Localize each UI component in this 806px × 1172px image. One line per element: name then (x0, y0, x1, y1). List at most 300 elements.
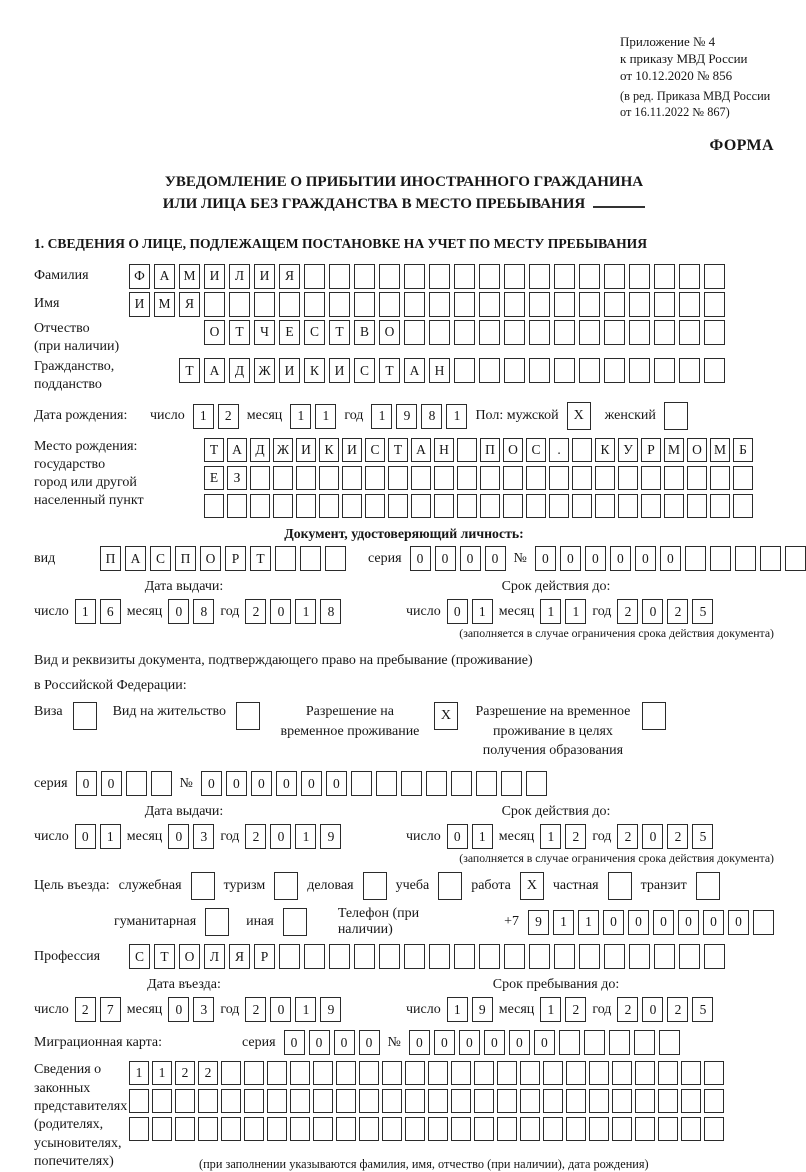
char-cell[interactable]: 0 (535, 546, 556, 571)
char-cell[interactable]: 0 (610, 546, 631, 571)
char-cell[interactable] (629, 320, 650, 345)
char-cell[interactable] (629, 264, 650, 289)
char-cell[interactable] (204, 292, 225, 317)
char-cell[interactable] (227, 494, 247, 518)
char-cell[interactable]: М (179, 264, 200, 289)
char-cell[interactable] (664, 494, 684, 518)
char-cell[interactable] (313, 1117, 333, 1141)
char-cell[interactable] (429, 320, 450, 345)
char-cell[interactable] (267, 1089, 287, 1113)
char-cell[interactable] (579, 292, 600, 317)
char-cell[interactable] (654, 264, 675, 289)
char-cell[interactable] (604, 292, 625, 317)
char-cell[interactable] (329, 264, 350, 289)
char-cell[interactable]: 0 (585, 546, 606, 571)
char-cell[interactable] (681, 1089, 701, 1113)
char-cell[interactable] (520, 1117, 540, 1141)
char-cell[interactable] (480, 494, 500, 518)
char-cell[interactable]: 1 (565, 599, 586, 624)
char-cell[interactable]: 0 (251, 771, 272, 796)
char-cell[interactable] (198, 1089, 218, 1113)
char-cell[interactable]: Д (229, 358, 250, 383)
char-cell[interactable] (679, 320, 700, 345)
char-cell[interactable]: . (549, 438, 569, 462)
char-cell[interactable] (520, 1089, 540, 1113)
purpose-tourism-checkbox[interactable] (274, 872, 298, 900)
purpose-other-checkbox[interactable] (283, 908, 307, 936)
char-cell[interactable]: 8 (421, 404, 442, 429)
char-cell[interactable] (275, 546, 296, 571)
char-cell[interactable] (681, 1117, 701, 1141)
char-cell[interactable] (359, 1117, 379, 1141)
char-cell[interactable]: И (254, 264, 275, 289)
char-cell[interactable] (629, 944, 650, 969)
char-cell[interactable]: 6 (100, 599, 121, 624)
char-cell[interactable]: С (354, 358, 375, 383)
purpose-humanitarian-checkbox[interactable] (205, 908, 229, 936)
char-cell[interactable] (273, 466, 293, 490)
char-cell[interactable]: М (664, 438, 684, 462)
char-cell[interactable]: 0 (653, 910, 674, 935)
char-cell[interactable]: Д (250, 438, 270, 462)
char-cell[interactable]: 1 (540, 599, 561, 624)
char-cell[interactable] (325, 546, 346, 571)
char-cell[interactable]: Т (204, 438, 224, 462)
char-cell[interactable] (474, 1117, 494, 1141)
char-cell[interactable] (351, 771, 372, 796)
char-cell[interactable] (554, 944, 575, 969)
char-cell[interactable] (526, 771, 547, 796)
char-cell[interactable] (404, 944, 425, 969)
char-cell[interactable] (733, 466, 753, 490)
char-cell[interactable] (382, 1089, 402, 1113)
char-cell[interactable] (604, 358, 625, 383)
char-cell[interactable]: 1 (295, 997, 316, 1022)
char-cell[interactable] (388, 466, 408, 490)
char-cell[interactable] (401, 771, 422, 796)
char-cell[interactable] (428, 1061, 448, 1085)
char-cell[interactable]: 8 (320, 599, 341, 624)
char-cell[interactable] (479, 358, 500, 383)
char-cell[interactable]: С (526, 438, 546, 462)
char-cell[interactable] (296, 466, 316, 490)
char-cell[interactable] (405, 1117, 425, 1141)
char-cell[interactable] (659, 1030, 680, 1055)
char-cell[interactable]: 1 (290, 404, 311, 429)
char-cell[interactable]: Т (154, 944, 175, 969)
char-cell[interactable] (296, 494, 316, 518)
char-cell[interactable] (229, 292, 250, 317)
char-cell[interactable] (704, 358, 725, 383)
char-cell[interactable] (554, 320, 575, 345)
char-cell[interactable] (279, 292, 300, 317)
char-cell[interactable]: Н (434, 438, 454, 462)
char-cell[interactable]: 0 (75, 824, 96, 849)
char-cell[interactable] (497, 1089, 517, 1113)
char-cell[interactable] (379, 944, 400, 969)
char-cell[interactable] (382, 1117, 402, 1141)
char-cell[interactable] (687, 466, 707, 490)
char-cell[interactable]: 0 (410, 546, 431, 571)
char-cell[interactable]: 2 (198, 1061, 218, 1085)
char-cell[interactable] (336, 1061, 356, 1085)
char-cell[interactable]: 1 (295, 599, 316, 624)
char-cell[interactable] (434, 494, 454, 518)
char-cell[interactable]: 0 (284, 1030, 305, 1055)
char-cell[interactable] (543, 1089, 563, 1113)
char-cell[interactable]: 2 (75, 997, 96, 1022)
char-cell[interactable] (559, 1030, 580, 1055)
char-cell[interactable] (589, 1061, 609, 1085)
char-cell[interactable]: О (204, 320, 225, 345)
char-cell[interactable] (426, 771, 447, 796)
char-cell[interactable]: 1 (295, 824, 316, 849)
char-cell[interactable] (365, 494, 385, 518)
char-cell[interactable]: А (404, 358, 425, 383)
char-cell[interactable]: 0 (201, 771, 222, 796)
char-cell[interactable] (529, 292, 550, 317)
char-cell[interactable]: 2 (565, 824, 586, 849)
char-cell[interactable]: Т (379, 358, 400, 383)
char-cell[interactable] (635, 1117, 655, 1141)
char-cell[interactable]: 1 (472, 824, 493, 849)
char-cell[interactable] (658, 1089, 678, 1113)
char-cell[interactable] (405, 1061, 425, 1085)
char-cell[interactable] (704, 264, 725, 289)
char-cell[interactable] (304, 292, 325, 317)
char-cell[interactable]: 0 (168, 599, 189, 624)
char-cell[interactable] (704, 944, 725, 969)
char-cell[interactable] (429, 944, 450, 969)
char-cell[interactable] (526, 494, 546, 518)
char-cell[interactable] (354, 944, 375, 969)
char-cell[interactable]: 0 (485, 546, 506, 571)
char-cell[interactable] (428, 1117, 448, 1141)
char-cell[interactable] (704, 292, 725, 317)
char-cell[interactable]: 9 (396, 404, 417, 429)
char-cell[interactable] (579, 264, 600, 289)
char-cell[interactable]: Ж (254, 358, 275, 383)
char-cell[interactable]: Е (204, 466, 224, 490)
char-cell[interactable]: Р (254, 944, 275, 969)
char-cell[interactable]: А (204, 358, 225, 383)
char-cell[interactable] (480, 466, 500, 490)
char-cell[interactable]: 5 (692, 824, 713, 849)
char-cell[interactable] (376, 771, 397, 796)
char-cell[interactable] (687, 494, 707, 518)
char-cell[interactable]: 0 (434, 1030, 455, 1055)
char-cell[interactable] (572, 494, 592, 518)
char-cell[interactable]: 0 (334, 1030, 355, 1055)
char-cell[interactable]: 0 (168, 997, 189, 1022)
char-cell[interactable] (479, 264, 500, 289)
char-cell[interactable] (753, 910, 774, 935)
char-cell[interactable]: Т (250, 546, 271, 571)
char-cell[interactable] (658, 1061, 678, 1085)
char-cell[interactable] (760, 546, 781, 571)
char-cell[interactable] (221, 1089, 241, 1113)
char-cell[interactable] (654, 358, 675, 383)
char-cell[interactable]: 0 (270, 997, 291, 1022)
char-cell[interactable]: 0 (409, 1030, 430, 1055)
char-cell[interactable] (503, 494, 523, 518)
char-cell[interactable] (336, 1117, 356, 1141)
char-cell[interactable]: 1 (193, 404, 214, 429)
char-cell[interactable] (543, 1117, 563, 1141)
char-cell[interactable]: П (480, 438, 500, 462)
char-cell[interactable]: 0 (276, 771, 297, 796)
char-cell[interactable] (454, 264, 475, 289)
char-cell[interactable] (379, 292, 400, 317)
char-cell[interactable]: 2 (617, 599, 638, 624)
char-cell[interactable] (267, 1117, 287, 1141)
char-cell[interactable]: 0 (603, 910, 624, 935)
char-cell[interactable] (566, 1089, 586, 1113)
char-cell[interactable] (579, 358, 600, 383)
char-cell[interactable] (710, 494, 730, 518)
purpose-study-checkbox[interactable] (438, 872, 462, 900)
char-cell[interactable] (595, 494, 615, 518)
char-cell[interactable] (526, 466, 546, 490)
char-cell[interactable]: С (150, 546, 171, 571)
char-cell[interactable]: 2 (245, 824, 266, 849)
char-cell[interactable]: 8 (193, 599, 214, 624)
char-cell[interactable]: 0 (660, 546, 681, 571)
char-cell[interactable]: 0 (678, 910, 699, 935)
char-cell[interactable] (704, 320, 725, 345)
char-cell[interactable] (549, 494, 569, 518)
char-cell[interactable] (704, 1061, 724, 1085)
char-cell[interactable] (679, 292, 700, 317)
char-cell[interactable] (129, 1117, 149, 1141)
char-cell[interactable] (454, 944, 475, 969)
char-cell[interactable]: С (129, 944, 150, 969)
char-cell[interactable] (451, 1061, 471, 1085)
char-cell[interactable]: 1 (75, 599, 96, 624)
char-cell[interactable] (290, 1089, 310, 1113)
char-cell[interactable] (654, 292, 675, 317)
char-cell[interactable]: 0 (309, 1030, 330, 1055)
char-cell[interactable] (529, 944, 550, 969)
char-cell[interactable] (529, 264, 550, 289)
char-cell[interactable] (451, 771, 472, 796)
char-cell[interactable]: 0 (226, 771, 247, 796)
char-cell[interactable] (504, 264, 525, 289)
char-cell[interactable] (554, 264, 575, 289)
char-cell[interactable]: 0 (270, 824, 291, 849)
temporary-residence-checkbox[interactable]: X (434, 702, 458, 730)
char-cell[interactable]: О (687, 438, 707, 462)
char-cell[interactable] (618, 494, 638, 518)
char-cell[interactable] (451, 1089, 471, 1113)
sex-male-checkbox[interactable]: X (567, 402, 591, 430)
char-cell[interactable] (733, 494, 753, 518)
char-cell[interactable]: 1 (315, 404, 336, 429)
char-cell[interactable] (454, 358, 475, 383)
char-cell[interactable] (479, 320, 500, 345)
char-cell[interactable] (679, 944, 700, 969)
char-cell[interactable]: 2 (175, 1061, 195, 1085)
char-cell[interactable] (411, 466, 431, 490)
char-cell[interactable] (589, 1089, 609, 1113)
char-cell[interactable] (304, 944, 325, 969)
char-cell[interactable] (474, 1089, 494, 1113)
char-cell[interactable]: 1 (472, 599, 493, 624)
char-cell[interactable]: И (296, 438, 316, 462)
char-cell[interactable] (152, 1089, 172, 1113)
char-cell[interactable]: 2 (667, 824, 688, 849)
char-cell[interactable]: 0 (628, 910, 649, 935)
char-cell[interactable]: А (227, 438, 247, 462)
char-cell[interactable]: 0 (359, 1030, 380, 1055)
char-cell[interactable]: П (100, 546, 121, 571)
char-cell[interactable] (654, 320, 675, 345)
char-cell[interactable] (329, 292, 350, 317)
char-cell[interactable] (503, 466, 523, 490)
char-cell[interactable]: Т (388, 438, 408, 462)
char-cell[interactable]: К (319, 438, 339, 462)
char-cell[interactable] (504, 358, 525, 383)
char-cell[interactable]: Б (733, 438, 753, 462)
char-cell[interactable]: 0 (642, 997, 663, 1022)
char-cell[interactable]: 9 (528, 910, 549, 935)
char-cell[interactable] (658, 1117, 678, 1141)
char-cell[interactable]: 2 (667, 599, 688, 624)
char-cell[interactable]: П (175, 546, 196, 571)
purpose-private-checkbox[interactable] (608, 872, 632, 900)
char-cell[interactable]: 0 (76, 771, 97, 796)
char-cell[interactable] (429, 292, 450, 317)
char-cell[interactable]: 1 (553, 910, 574, 935)
char-cell[interactable]: 0 (635, 546, 656, 571)
char-cell[interactable]: 5 (692, 599, 713, 624)
char-cell[interactable] (198, 1117, 218, 1141)
char-cell[interactable]: М (154, 292, 175, 317)
char-cell[interactable] (429, 264, 450, 289)
char-cell[interactable]: С (365, 438, 385, 462)
char-cell[interactable] (250, 494, 270, 518)
char-cell[interactable] (354, 264, 375, 289)
char-cell[interactable]: К (304, 358, 325, 383)
char-cell[interactable]: И (204, 264, 225, 289)
char-cell[interactable] (479, 292, 500, 317)
char-cell[interactable]: 2 (245, 599, 266, 624)
char-cell[interactable] (359, 1061, 379, 1085)
char-cell[interactable]: 7 (100, 997, 121, 1022)
char-cell[interactable] (612, 1089, 632, 1113)
char-cell[interactable] (457, 438, 477, 462)
char-cell[interactable] (405, 1089, 425, 1113)
char-cell[interactable] (290, 1117, 310, 1141)
char-cell[interactable] (304, 264, 325, 289)
char-cell[interactable] (504, 292, 525, 317)
char-cell[interactable] (221, 1061, 241, 1085)
char-cell[interactable] (549, 466, 569, 490)
char-cell[interactable]: Р (641, 438, 661, 462)
char-cell[interactable]: 0 (560, 546, 581, 571)
char-cell[interactable] (250, 466, 270, 490)
char-cell[interactable] (785, 546, 806, 571)
char-cell[interactable]: 0 (447, 599, 468, 624)
char-cell[interactable]: 2 (245, 997, 266, 1022)
char-cell[interactable]: Ч (254, 320, 275, 345)
char-cell[interactable] (604, 944, 625, 969)
char-cell[interactable] (635, 1061, 655, 1085)
char-cell[interactable] (504, 320, 525, 345)
char-cell[interactable] (504, 944, 525, 969)
char-cell[interactable]: 0 (460, 546, 481, 571)
char-cell[interactable]: В (354, 320, 375, 345)
char-cell[interactable]: 0 (534, 1030, 555, 1055)
char-cell[interactable]: 3 (193, 824, 214, 849)
char-cell[interactable] (543, 1061, 563, 1085)
residence-permit-checkbox[interactable] (236, 702, 260, 730)
char-cell[interactable] (454, 292, 475, 317)
char-cell[interactable] (457, 494, 477, 518)
education-residence-checkbox[interactable] (642, 702, 666, 730)
char-cell[interactable] (612, 1061, 632, 1085)
char-cell[interactable] (572, 438, 592, 462)
char-cell[interactable] (604, 320, 625, 345)
char-cell[interactable] (152, 1117, 172, 1141)
char-cell[interactable] (175, 1117, 195, 1141)
char-cell[interactable] (204, 494, 224, 518)
char-cell[interactable]: 9 (320, 824, 341, 849)
char-cell[interactable] (379, 264, 400, 289)
char-cell[interactable]: 0 (435, 546, 456, 571)
char-cell[interactable]: 1 (540, 824, 561, 849)
char-cell[interactable]: И (329, 358, 350, 383)
char-cell[interactable]: 1 (446, 404, 467, 429)
char-cell[interactable]: 0 (326, 771, 347, 796)
char-cell[interactable] (454, 320, 475, 345)
char-cell[interactable]: З (227, 466, 247, 490)
char-cell[interactable] (354, 292, 375, 317)
char-cell[interactable] (685, 546, 706, 571)
char-cell[interactable] (595, 466, 615, 490)
char-cell[interactable]: Л (229, 264, 250, 289)
char-cell[interactable] (382, 1061, 402, 1085)
char-cell[interactable]: О (503, 438, 523, 462)
char-cell[interactable] (641, 466, 661, 490)
char-cell[interactable] (244, 1117, 264, 1141)
char-cell[interactable] (520, 1061, 540, 1085)
char-cell[interactable]: Я (229, 944, 250, 969)
char-cell[interactable] (681, 1061, 701, 1085)
char-cell[interactable]: 0 (642, 824, 663, 849)
char-cell[interactable] (474, 1061, 494, 1085)
char-cell[interactable] (428, 1089, 448, 1113)
char-cell[interactable]: 2 (617, 997, 638, 1022)
char-cell[interactable] (479, 944, 500, 969)
purpose-official-checkbox[interactable] (191, 872, 215, 900)
char-cell[interactable] (704, 1117, 724, 1141)
char-cell[interactable]: 0 (101, 771, 122, 796)
char-cell[interactable]: О (379, 320, 400, 345)
char-cell[interactable]: 0 (728, 910, 749, 935)
char-cell[interactable]: М (710, 438, 730, 462)
char-cell[interactable] (313, 1089, 333, 1113)
char-cell[interactable]: 0 (168, 824, 189, 849)
char-cell[interactable] (457, 466, 477, 490)
char-cell[interactable] (529, 320, 550, 345)
char-cell[interactable]: 2 (218, 404, 239, 429)
char-cell[interactable]: 9 (472, 997, 493, 1022)
char-cell[interactable]: Р (225, 546, 246, 571)
char-cell[interactable]: И (279, 358, 300, 383)
char-cell[interactable]: С (304, 320, 325, 345)
char-cell[interactable]: 0 (703, 910, 724, 935)
